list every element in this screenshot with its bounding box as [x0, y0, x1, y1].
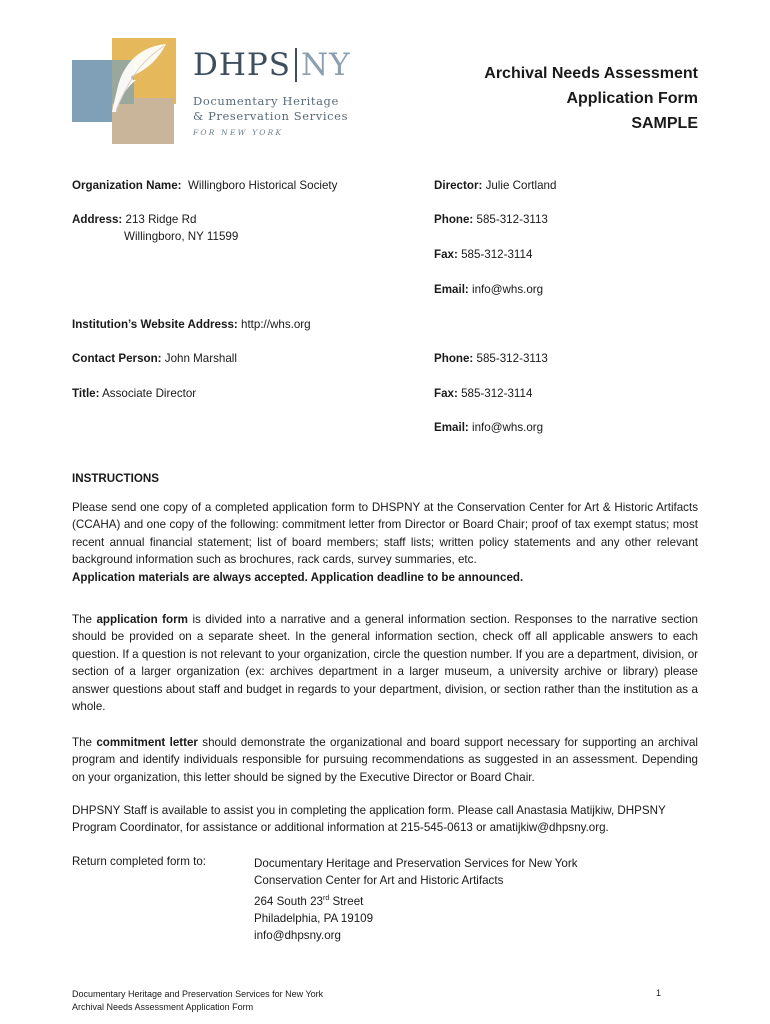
contact-fax-value: 585-312-3114: [461, 387, 533, 400]
website-value: http://whs.org: [241, 318, 311, 331]
org-email-row: [434, 282, 543, 298]
website-row: [72, 317, 311, 333]
footer-line1: Documentary Heritage and Preservation Services for New York: [72, 989, 324, 999]
org-phone-row: [434, 212, 548, 228]
return-line3-sup: rd: [322, 894, 330, 902]
contact-email-row: [434, 420, 543, 436]
org-phone-label: Phone:: [434, 213, 474, 226]
contact-phone-row: [434, 351, 548, 367]
contact-person-value: John Marshall: [164, 352, 237, 365]
return-line3: [254, 890, 578, 910]
address-line2: Willingboro, NY 11599: [124, 230, 239, 243]
contact-fax-row: [434, 386, 532, 402]
instructions-paragraph-3: [72, 734, 698, 786]
page-footer: [72, 988, 323, 1014]
p2-pre: The: [72, 613, 92, 626]
return-address: [254, 855, 578, 945]
instructions-paragraph-4: DHPSNY Staff is available to assist you in completing the application form. Please call Anastasia Matijkiw, DHPSNY Program Coordinator, for assistance or additional information at 215-545-0613 or amatijkiw@dhpsny.org.: [72, 804, 666, 835]
director-value: Julie Cortland: [485, 179, 557, 192]
title-line2: Application Form: [566, 90, 698, 107]
p3-post: should demonstrate the organizational and board support necessary for supporting an archival program and identify individuals responsible for pursuing recommendations as suggested in an assessment. Depending on your organization, this letter should be signed by the Executive Director or Board Chair.: [72, 736, 698, 784]
address-row: [72, 212, 196, 228]
org-fax-value: 585-312-3114: [461, 248, 533, 261]
website-label: Institution’s Website Address:: [72, 318, 238, 331]
p2-post: is divided into a narrative and a general information section. Responses to the narrative section should be provided on a separate sheet. In the general information section, check off all applicable answers to each question. If a question is not relevant to your organization, circle the question number. If you are a department, division, or section of a larger organization (ex: archives department in a larger museum, a university archive or library) please answer questions about staff and budget in regards to your department, division, or section rather than the institution as a whole.: [72, 613, 698, 714]
contact-person-row: [72, 351, 237, 367]
logo-sub-line1: Documentary Heritage: [193, 94, 339, 108]
address-label: Address:: [72, 213, 123, 226]
org-fax-label: Fax:: [434, 248, 458, 261]
org-name-label: Organization Name:: [72, 179, 182, 192]
contact-title-row: [72, 386, 196, 402]
contact-email-value: info@whs.org: [472, 421, 544, 434]
org-email-label: Email:: [434, 283, 469, 296]
contact-phone-label: Phone:: [434, 352, 474, 365]
logo-sub-line2: & Preservation Services: [193, 109, 349, 123]
logo-dhps: DHPS: [193, 47, 291, 83]
p3-pre: The: [72, 736, 92, 749]
logo-divider: [295, 48, 297, 82]
page-number: 1: [655, 988, 661, 998]
document-title: [484, 61, 698, 136]
instructions-p1-bold: Application materials are always accepted. Application deadline to be announced.: [72, 570, 524, 584]
return-line1: Documentary Heritage and Preservation Services for New York: [254, 857, 578, 870]
logo-mark: [72, 38, 176, 144]
org-email-value: info@whs.org: [472, 283, 544, 296]
contact-email-label: Email:: [434, 421, 469, 434]
p2-bold: application form: [96, 613, 188, 626]
logo-wordmark: [193, 48, 351, 137]
title-line3: SAMPLE: [631, 115, 698, 132]
address-line1: 213 Ridge Rd: [125, 213, 197, 226]
contact-person-label: Contact Person:: [72, 352, 162, 365]
contact-title-label: Title:: [72, 387, 100, 400]
director-label: Director:: [434, 179, 483, 192]
p3-bold: commitment letter: [96, 736, 198, 749]
contact-phone-value: 585-312-3113: [476, 352, 548, 365]
instructions-paragraph-2: [72, 611, 698, 715]
instructions-heading: INSTRUCTIONS: [72, 472, 159, 485]
return-line3-post: Street: [329, 894, 364, 908]
org-fax-row: [434, 247, 532, 263]
contact-title-value: Associate Director: [102, 387, 197, 400]
title-line1: Archival Needs Assessment: [484, 65, 698, 82]
quill-icon: [102, 40, 172, 116]
return-line5: info@dhpsny.org: [254, 929, 341, 943]
return-label: Return completed form to:: [72, 855, 207, 868]
instructions-paragraph-1: [72, 499, 698, 586]
org-phone-value: 585-312-3113: [476, 213, 548, 226]
return-line4: Philadelphia, PA 19109: [254, 912, 374, 926]
contact-fax-label: Fax:: [434, 387, 458, 400]
logo-for-new-york: FOR NEW YORK: [193, 128, 284, 137]
instructions-p1-text: Please send one copy of a completed application form to DHSPNY at the Conservation Center for Art & Historic Artifacts (CCAHA) and one copy of the following: commitment letter from Director or Board Chair; proof of tax exempt status; most recent annual financial statement; list of board members; staff lists; written policy statements and any other relevant background information such as brochures, rack cards, survey summaries, etc.: [72, 501, 698, 567]
org-name-row: [72, 178, 337, 194]
footer-line2: Archival Needs Assessment Application Form: [72, 1002, 254, 1012]
org-name-value: Willingboro Historical Society: [187, 179, 338, 192]
logo-ny: NY: [300, 47, 351, 83]
return-line3-pre: 264 South 23: [254, 894, 323, 908]
director-row: [434, 178, 556, 194]
return-line2: Conservation Center for Art and Historic Artifacts: [254, 874, 504, 888]
